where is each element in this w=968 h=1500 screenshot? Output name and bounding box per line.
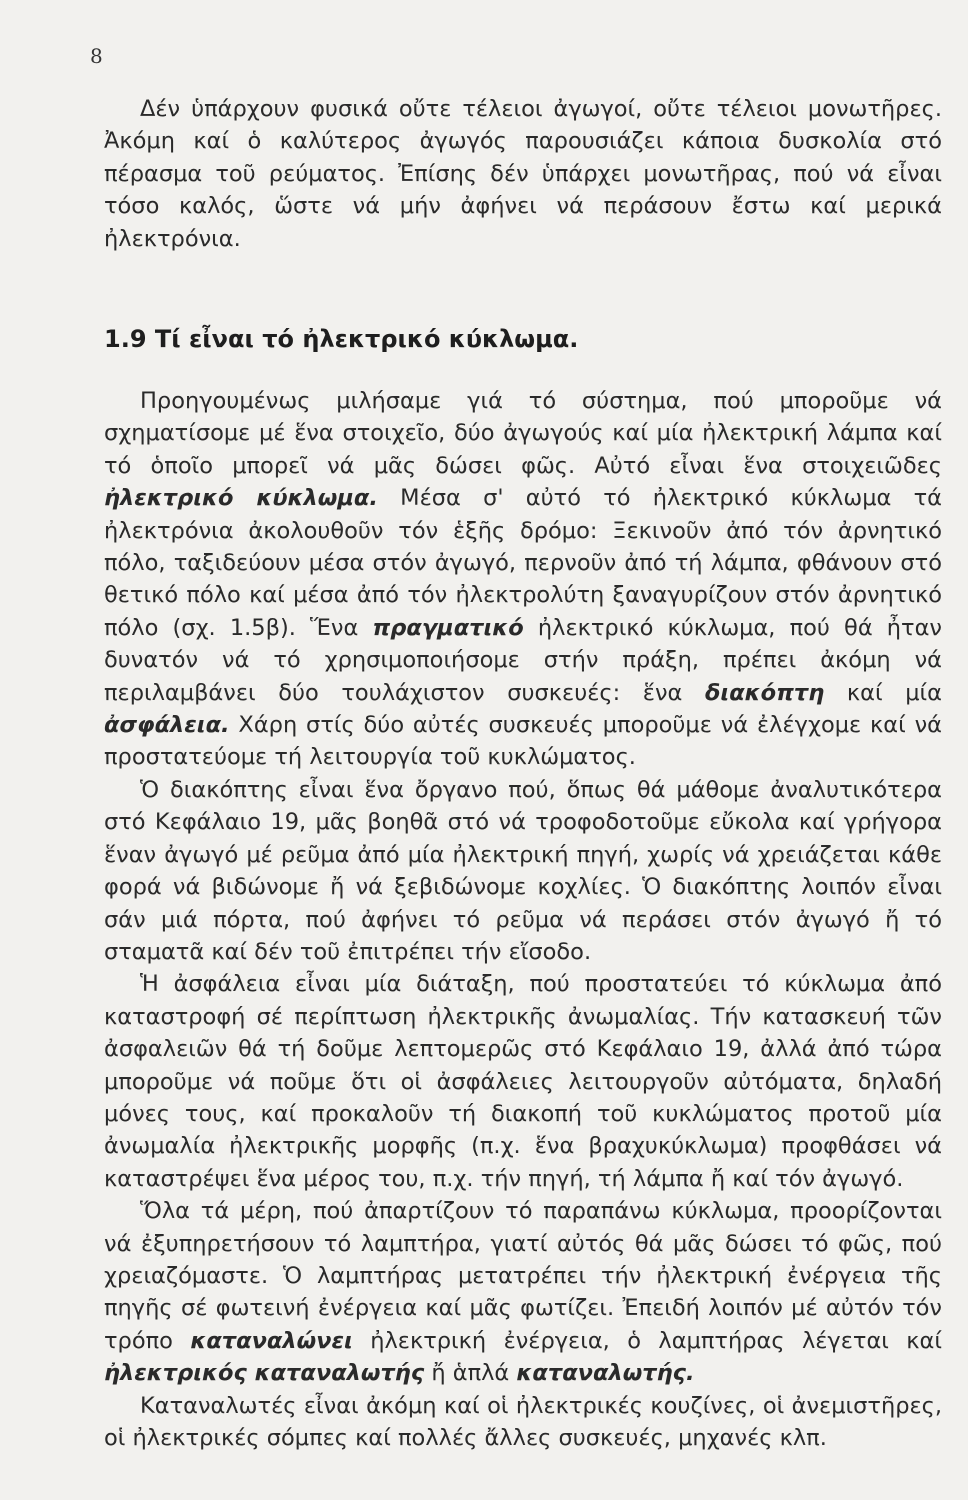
section-body bbox=[104, 385, 942, 1454]
paragraph-consumer bbox=[104, 1195, 942, 1389]
intro-paragraph: Δέν ὑπάρχουν φυσικά οὔτε τέλειοι ἀγωγοί, οὔτε τέλειοι μονωτῆρες. Ἀκόμη καί ὁ καλύτερος ἀγωγός παρουσιάζει κάποια δυσκολία στό πέρασμα τοῦ ρεύματος. Ἐπίσης δέν ὑπάρχει μονωτῆρας, πού νά εἶναι τόσο καλός, ὥστε νά μήν ἀφήνει νά περάσουν ἔστω καί μερικά ἠλεκτρόνια. bbox=[104, 96, 942, 252]
paragraph-text: Προηγουμένως μιλήσαμε γιά τό σύστημα, πού μποροῦμε νά σχηματίσομε μέ ἕνα στοιχεῖο, δύο ἀγωγούς καί μία ἠλεκτρική λάμπα καί τό ὁποῖο μπορεῖ νά μᾶς δώσει φῶς. Αὐτό εἶναι ἕνα στοιχειῶδες bbox=[104, 388, 942, 479]
paragraph-consumer-examples: Καταναλωτές εἶναι ἀκόμη καί οἱ ἠλεκτρικές κουζίνες, οἱ ἀνεμιστῆρες, οἱ ἠλεκτρικές σόμπες καί πολλές ἄλλες συσκευές, μηχανές κλπ. bbox=[104, 1392, 942, 1451]
term-electric-circuit: ἠλεκτρικό κύκλωμα. bbox=[104, 485, 378, 512]
paragraph-text: Ὅλα τά μέρη, πού ἀπαρτίζουν τό παραπάνω κύκλωμα, προορίζονται νά ἐξυπηρετήσουν τό λαμπτήρα, γιατί αὐτός θά μᾶς δώσει τό φῶς, πού χρειαζόμαστε. Ὁ λαμπτήρας μετατρέπει τήν ἠλεκτρική ἐνέργεια τῆς πηγῆς σέ φωτεινή ἐνέργεια καί μᾶς φωτίζει. Ἐπειδή λοιπόν μέ αὐτόν τόν τρόπο bbox=[104, 1198, 942, 1354]
paragraph-text: ἤ ἁπλά bbox=[424, 1360, 517, 1387]
term-real: πραγματικό bbox=[372, 614, 524, 641]
term-consumes: καταναλώνει bbox=[190, 1327, 353, 1354]
intro-paragraph-block bbox=[104, 93, 942, 255]
paragraph-text: Χάρη στίς δύο αὐτές συσκευές μποροῦμε νά ἐλέγχομε καί νά προστατεύομε τή λειτουργία τοῦ κυκλώματος. bbox=[104, 712, 942, 771]
term-fuse: ἀσφάλεια. bbox=[104, 712, 230, 739]
paragraph-text: Μέσα σ' αὐτό τό ἠλεκτρικό κύκλωμα τά ἠλεκτρόνια ἀκολουθοῦν τόν ἑξῆς δρόμο: Ξεκινοῦν ἀπό τόν ἀρνητικό πόλο, ταξιδεύουν μέσα στόν ἀγωγό, περνοῦν ἀπό τή λάμπα, φθάνουν στό θετικό πόλο καί μέσα ἀπό τόν ἠλεκτρολύτη ξαναγυρίζουν στόν ἀρνητικό πόλο (σχ. 1.5β). Ἕνα bbox=[104, 485, 942, 641]
term-consumer: καταναλωτής. bbox=[516, 1360, 695, 1387]
term-electric-consumer: ἠλεκτρικός καταναλωτής bbox=[104, 1360, 425, 1387]
paragraph-text: καί μία bbox=[824, 679, 942, 706]
paragraph-text: ἠλεκτρική ἐνέργεια, ὁ λαμπτήρας λέγεται καί bbox=[352, 1327, 942, 1354]
paragraph-text: ἠλεκτρικό κύκλωμα, πού θά ἦταν δυνατόν νά τό χρησιμοποιήσομε στήν πράξη, πρέπει ἀκόμη νά περιλαμβάνει δύο τουλάχιστον συσκευές: ἕνα bbox=[104, 614, 942, 706]
paragraph-circuit-definition bbox=[104, 385, 942, 774]
page-number: 8 bbox=[90, 44, 103, 68]
paragraph-switch: Ὁ διακόπτης εἶναι ἕνα ὄργανο πού, ὅπως θά μάθομε ἀναλυτικότερα στό Κεφάλαιο 19, μᾶς βοηθᾶ στό νά τροφοδοτοῦμε εὔκολα καί γρήγορα ἕναν ἀγωγό μέ ρεῦμα ἀπό μία ἠλεκτρική πηγή, χωρίς νά χρειάζεται κάθε φορά νά βιδώνομε ἤ νά ξεβιδώνομε κοχλίες. Ὁ διακόπτης λοιπόν εἶναι σάν μιά πόρτα, πού ἀφήνει τό ρεῦμα νά περάσει στόν ἀγωγό ἤ τό σταματᾶ καί δέν τοῦ ἐπιτρέπει τήν εἴσοδο. bbox=[104, 776, 942, 965]
paragraph-fuse: Ἡ ἀσφάλεια εἶναι μία διάταξη, πού προστατεύει τό κύκλωμα ἀπό καταστροφή σέ περίπτωση ἠλεκτρικῆς ἀνωμαλίας. Τήν κατασκευή τῶν ἀσφαλειῶν θά τή δοῦμε λεπτομερῶς στό Κεφάλαιο 19, ἀλλά ἀπό τώρα μποροῦμε νά ποῦμε ὅτι οἱ ἀσφάλειες λειτουργοῦν αὐτόματα, δηλαδή μόνες τους, καί προκαλοῦν τή διακοπή τοῦ κυκλώματος προτοῦ μία ἀνωμαλία ἠλεκτρικῆς μορφῆς (π.χ. ἕνα βραχυκύκλωμα) προφθάσει νά καταστρέψει ἕνα μέρος του, π.χ. τήν πηγή, τή λάμπα ἤ καί τόν ἀγωγό. bbox=[104, 971, 942, 1192]
section-heading: 1.9 Τί εἶναι τό ἠλεκτρικό κύκλωμα. bbox=[104, 325, 579, 353]
term-switch: διακόπτη bbox=[704, 679, 825, 706]
